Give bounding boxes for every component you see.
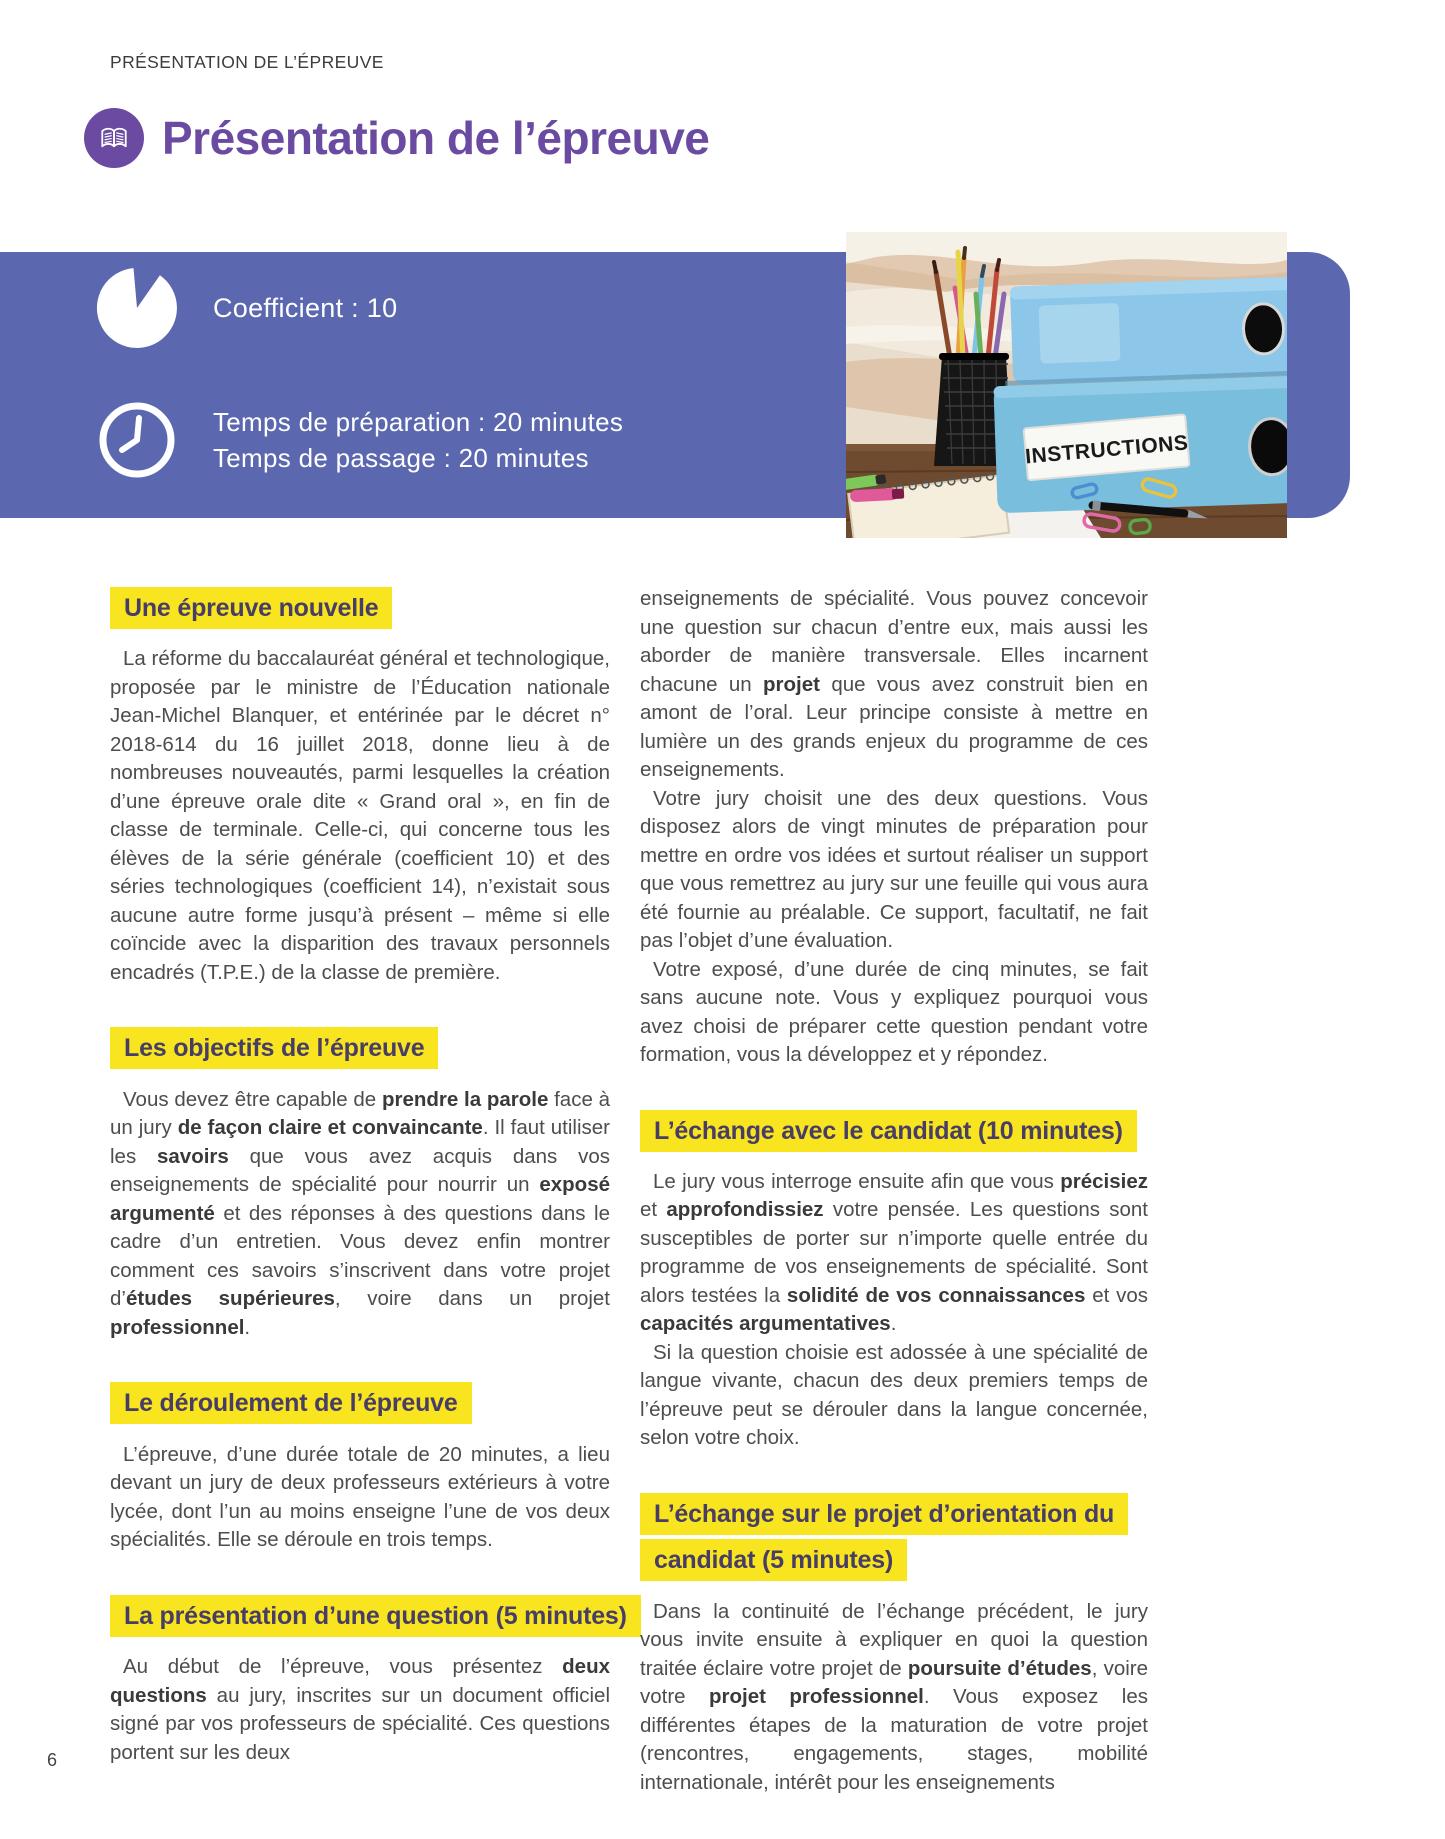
paragraph: Le jury vous interroge ensuite afin que vous précisiez et approfondissiez votre pensée. Les questions sont susceptibles de porter sur n’importe quelle entrée du programme de vos enseignements de spécialité. Sont alors testées la solidité de vos connaissances et vos capacités argumentatives. — [640, 1169, 1148, 1336]
paragraph: Au début de l’épreuve, vous présentez deux questions au jury, inscrites sur un document officiel signé par vos professeurs de spécialité. Ces questions portent sur les deux — [110, 1655, 610, 1764]
pass-time-label: Temps de passage : 20 minutes — [213, 443, 589, 473]
running-header: PRÉSENTATION DE L’ÉPREUVE — [110, 52, 384, 72]
paragraph: Vous devez être capable de prendre la parole face à un jury de façon claire et convaincante. Il faut utiliser les savoirs que vous avez acquis dans vos enseignements de spécialité pour nourrir un exposé argumenté et des réponses à des questions dans le cadre d’un entretien. Vous devez enfin montrer comment ces savoirs s’inscrivent dans votre projet d’études supérieures, voire dans un projet professionnel. — [110, 1087, 611, 1339]
paragraph: Dans la continuité de l’échange précédent, le jury vous invite ensuite à expliquer en quoi la question traitée éclaire votre projet de poursuite d’études, voire votre projet professionnel. Vous exposez les différentes étapes de la maturation de votre projet (rencontres, engagements, stages, mobilité internationale, intérêt pour les enseignements — [640, 1599, 1148, 1794]
title-row — [84, 108, 709, 168]
paragraph: Votre jury choisit une des deux questions. Vous disposez alors de vingt minutes de préparation pour mettre en ordre vos idées et surtout réaliser un support que vous remettrez au jury sur une feuille qui vous aura été fournie au préalable. Ce support, facultatif, ne fait pas l’objet d’une évaluation. — [640, 786, 1148, 952]
coefficient-row — [95, 266, 397, 350]
section-continuation — [640, 585, 1148, 1070]
desk-binders-photo — [846, 232, 1287, 538]
section-objectifs — [110, 1025, 610, 1342]
section-echange-candidat — [640, 1108, 1148, 1453]
page-number: 6 — [47, 1750, 58, 1770]
page-title: Présentation de l’épreuve — [162, 112, 710, 164]
section-presentation-question — [110, 1593, 627, 1767]
right-column — [640, 585, 1148, 1797]
paragraph: Si la question choisie est adossée à une spécialité de langue vivante, chacun des deux premiers temps de l’épreuve peut se dérouler dans la langue concernée, selon votre choix. — [640, 1340, 1148, 1450]
timing-labels — [213, 404, 623, 476]
binder-label: INSTRUCTIONS — [1024, 431, 1190, 469]
section-echange-orientation — [640, 1491, 1148, 1797]
section-heading: Le déroulement de l’épreuve — [110, 1382, 472, 1424]
timing-row — [95, 398, 623, 482]
section-heading: La présentation d’une question (5 minutes) — [110, 1595, 641, 1637]
paragraph: L’épreuve, d’une durée totale de 20 minutes, a lieu devant un jury de deux professeurs extérieurs à votre lycée, dont l’un au moins enseigne l’une de vos deux spécialités. Elle se déroule en trois temps. — [110, 1442, 610, 1552]
section-deroulement — [110, 1380, 610, 1554]
section-heading: Une épreuve nouvelle — [110, 587, 392, 629]
left-column — [110, 585, 627, 1767]
section-heading: Les objectifs de l’épreuve — [110, 1027, 438, 1069]
clock-icon — [95, 398, 179, 482]
paragraph: Votre exposé, d’une durée de cinq minutes, se fait sans aucune note. Vous y expliquez pourquoi vous avez choisi de préparer cette question pendant votre formation, vous la développez et y répondez. — [640, 957, 1148, 1066]
section-une-epreuve-nouvelle — [110, 585, 610, 987]
section-heading: L’échange avec le candidat (10 minutes) — [640, 1110, 1137, 1152]
coefficient-label: Coefficient : 10 — [213, 292, 398, 323]
pie-chart-icon — [95, 266, 179, 350]
paragraph: La réforme du baccalauréat général et technologique, proposée par le ministre de l’Éducation nationale Jean-Michel Blanquer, et entérinée par le décret n° 2018-614 du 16 juillet 2018, donne lieu à de nombreuses nouveautés, parmi lesquelles la création d’une épreuve orale dite « Grand oral », en fin de classe de terminale. Celle-ci, qui concerne tous les élèves de la série générale (coefficient 10) et des séries technologiques (coefficient 14), n’existait sous aucune autre forme jusqu’à présent – même si elle coïncide avec la disparition des travaux personnels encadrés (T.P.E.) de la classe de première. — [110, 647, 610, 984]
open-book-icon — [84, 108, 144, 168]
section-heading: L’échange sur le projet d’orientation du candidat (5 minutes) — [640, 1493, 1128, 1581]
prep-time-label: Temps de préparation : 20 minutes — [213, 407, 624, 437]
paragraph: enseignements de spécialité. Vous pouvez concevoir une question sur chacun d’entre eux, mais aussi les aborder de manière transversale. Elles incarnent chacune un projet que vous avez construit bien en amont de l’oral. Leur principe consiste à mettre en lumière un des grands enjeux du programme de ces enseignements. — [640, 587, 1148, 781]
